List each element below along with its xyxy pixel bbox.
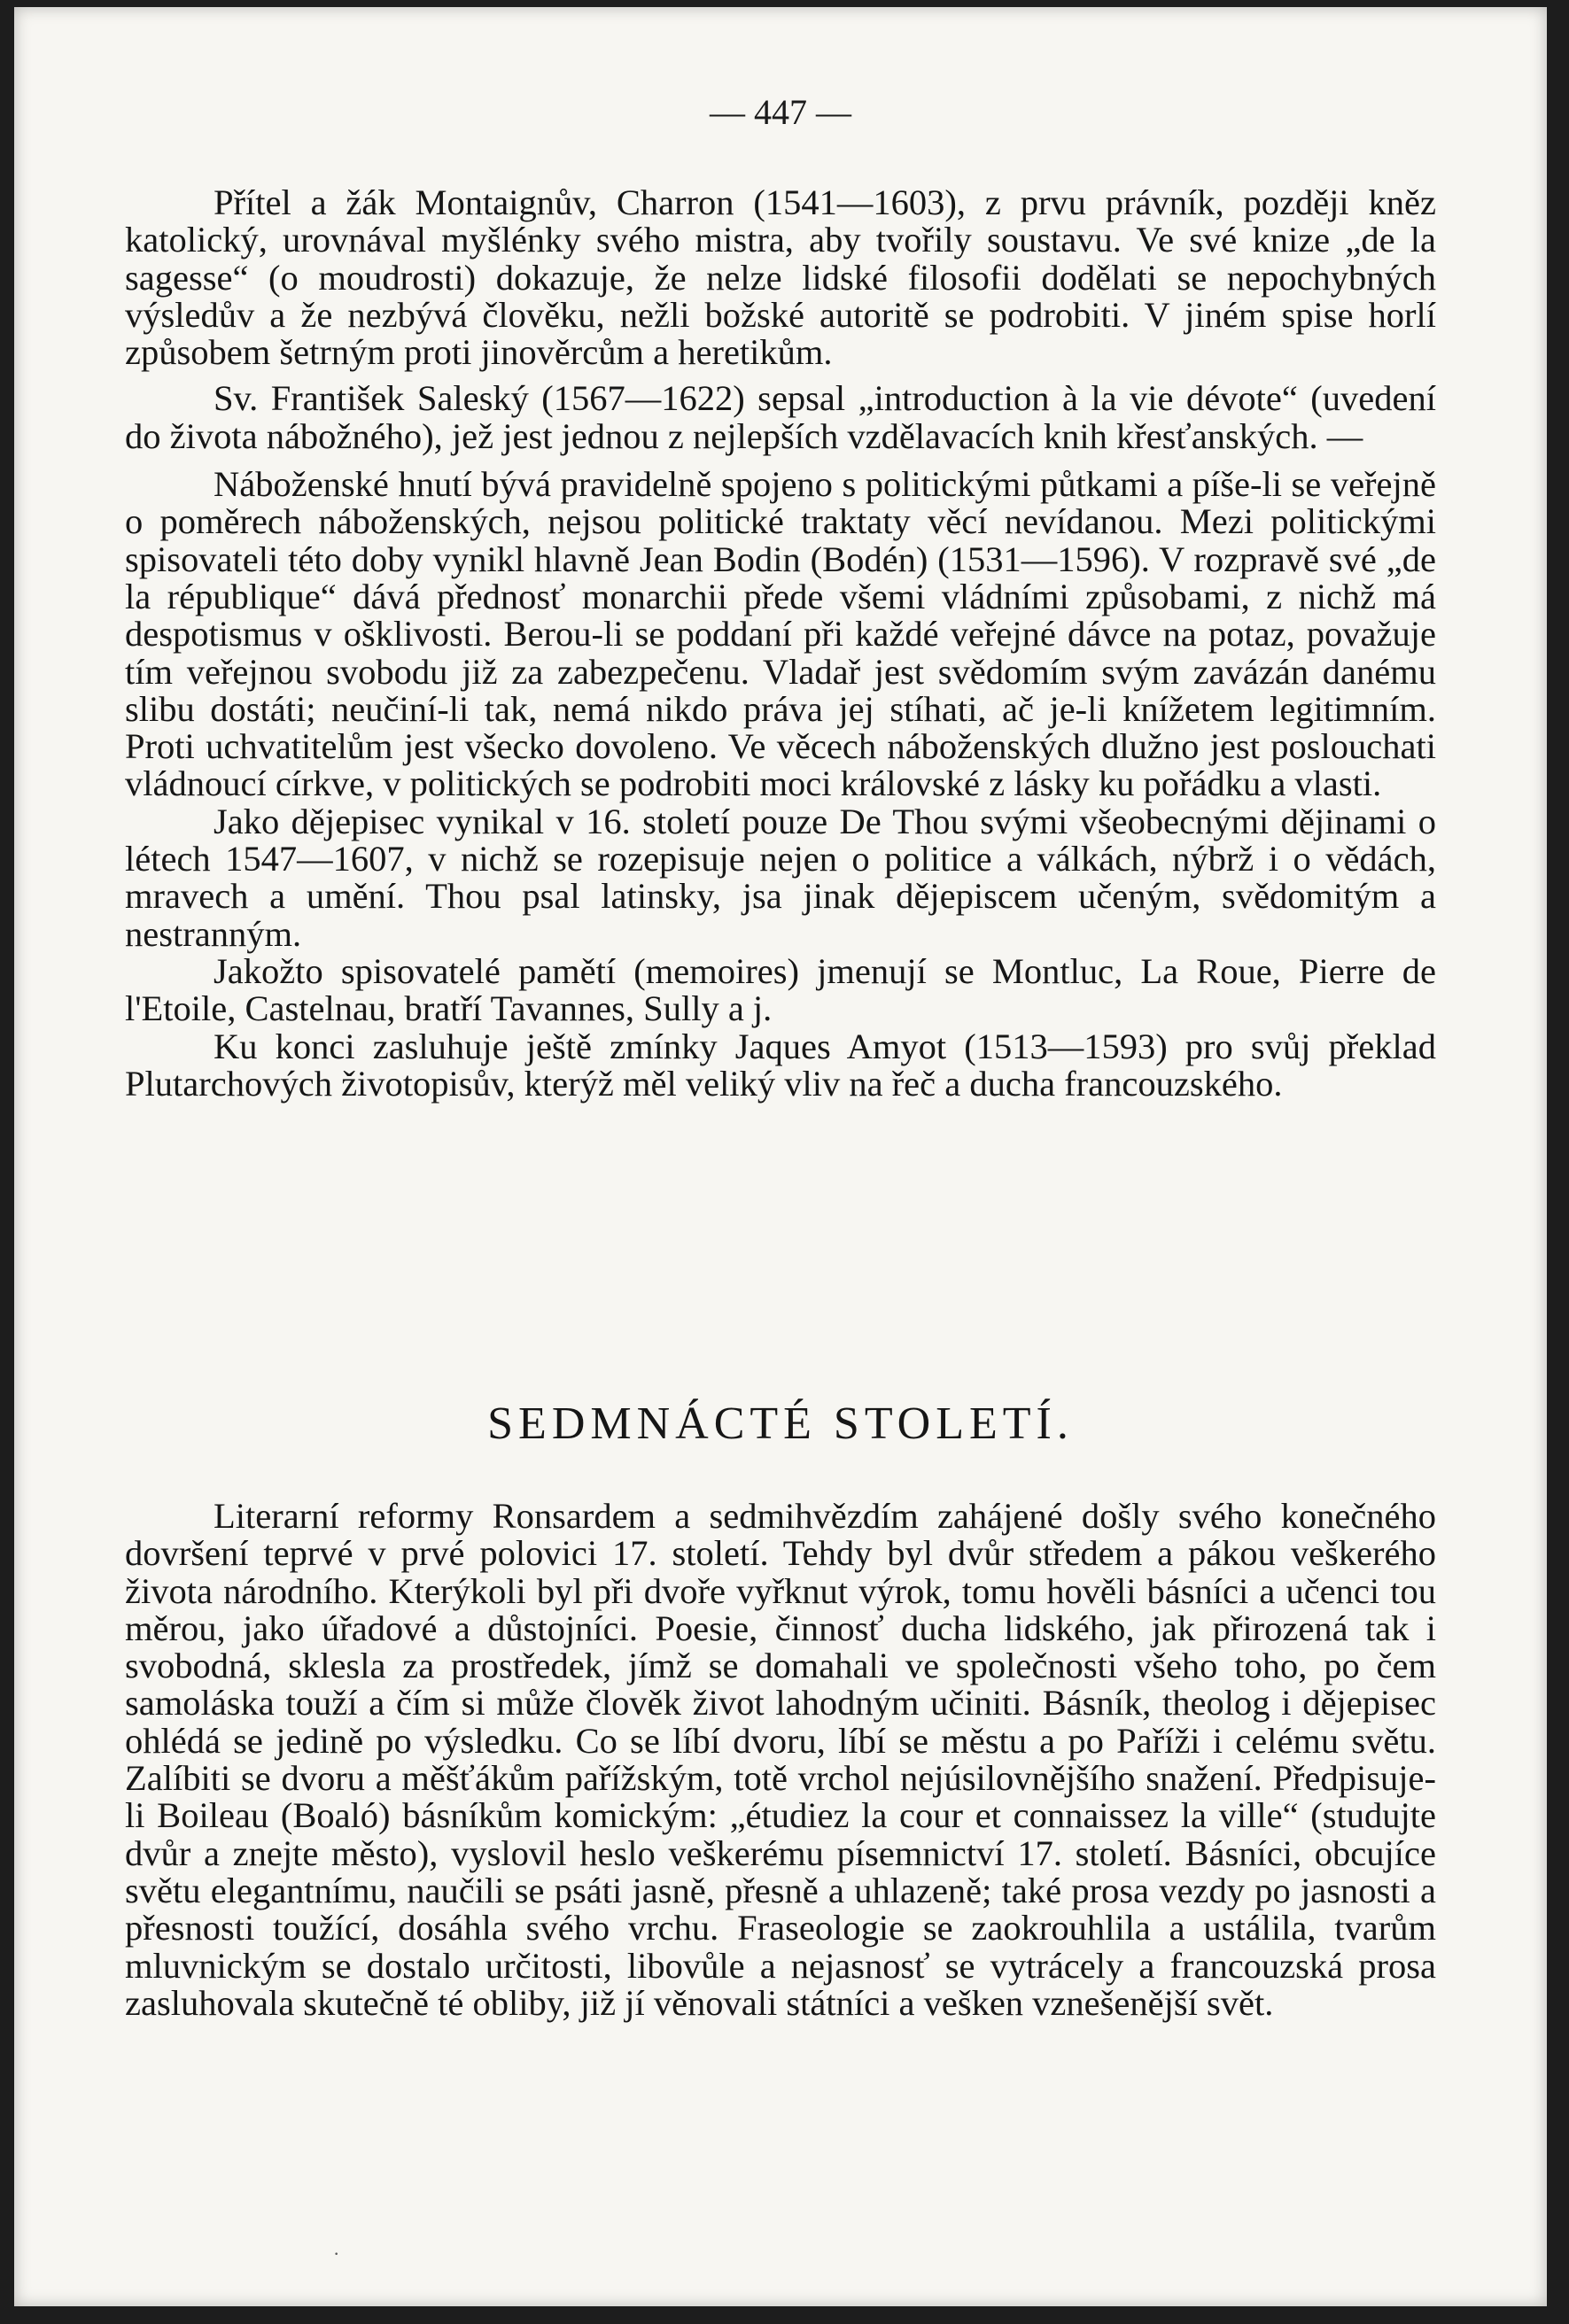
page-number: — 447 — [710, 92, 851, 132]
section-16th-century-text [125, 184, 1436, 1103]
stray-ink-mark: · [333, 2243, 340, 2265]
paragraph-sales: Sv. František Saleský (1567—1622) sepsal „introduction à la vie dévote“ (uvedení do života nábožného), jež jest jednou z nejlepších vzdělavacích knih křesťanských. — [125, 378, 1436, 456]
paragraph-amyot: Ku konci zasluhuje ještě zmínky Jaques Amyot (1513—1593) pro svůj překlad Plutarchových životopisův, kterýž měl veliký vliv na řeč a ducha francouzského. [125, 1026, 1436, 1104]
book-page [14, 7, 1547, 2306]
paragraph-political-writers: Náboženské hnutí bývá pravidelně spojeno s politickými půtkami a píše-li se veřejně o poměrech náboženských, nejsou politické traktaty věcí nevídanou. Mezi politickými spisovateli této doby vynikl hlavně Jean Bodin (Bodén) (1531—1596). V rozpravě své „de la république“ dává přednosť monarchii přede všemi vládními způsobami, z nichž má despotismus v ošklivosti. Berou-li se poddaní při každé veřejné dávce na potaz, považuje tím veřejnou svobodu již za zabezpečenu. Vladař jest svědomím svým zavázán danému slibu dostáti; neučiní-li tak, nemá nikdo práva jej stíhati, ač je-li knížetem legitimním. Proti uchvatitelům jest všecko dovoleno. Ve věcech náboženských dlužno jest poslouchati vládnoucí církve, v politických se podrobiti moci královské z lásky ku pořádku a vlasti. [125, 464, 1436, 804]
paragraph-literary-reform: Literarní reformy Ronsardem a sedmihvězdím zahájené došly svého konečného dovršení teprvé v prvé polovici 17. století. Tehdy byl dvůr středem a pákou veškerého života národního. Kterýkoli byl při dvoře vyřknut výrok, tomu hověli básníci a učenci tou měrou, jako úřadové a důstojníci. Poesie, činnosť ducha lidského, jak přirozená tak i svobodná, sklesla za prostředek, jímž se domahali ve společnosti všeho toho, po čem samoláska touží a čím si může člověk život lahodným učiniti. Básník, theolog i dějepisec ohlédá se jedině po výsledku. Co se líbí dvoru, líbí se městu a po Paříži i celému světu. Zalíbiti se dvoru a měšťákům pařížským, totě vrchol nejúsilovnějšího snažení. Předpisuje-li Boileau (Boaló) básníkům komickým: „étudiez la cour et connaissez la ville“ (studujte dvůr a znejte město), vyslovil heslo veškerému písemnictví 17. století. Básníci, obcujíce světu elegantnímu, naučili se psáti jasně, přesně a uhlazeně; také prosa vezdy po jasnosti a přesnosti toužící, dosáhla svého vrchu. Fraseologie se zaokrouhlila a ustálila, tvarům mluvnickým se dostalo určitosti, libovůle a nejasnosť se vytrácely a francouzská prosa zasluhovala skutečně té obliby, již jí věnovali státníci a vešken vznešenější svět. [125, 1496, 1436, 2023]
paragraph-memoirs: Jakožto spisovatelé pamětí (memoires) jmenují se Montluc, La Roue, Pierre de l'Etoile, Castelnau, bratří Tavannes, Sully a j. [125, 950, 1436, 1029]
section-17th-century-text [125, 1498, 1436, 2022]
paragraph-de-thou: Jako dějepisec vynikal v 16. století pouze De Thou svými všeobecnými dějinami o létech 1547—1607, v nichž se rozepisuje nejen o politice a válkách, nýbrž i o vědách, mravech a umění. Thou psal latinsky, jsa jinak dějepiscem učeným, svědomitým a nestranným. [125, 801, 1436, 954]
paragraph-charron: Přítel a žák Montaignův, Charron (1541—1603), z prvu právník, později kněz katolický, urovnával myšlénky svého mistra, aby tvořily soustavu. Ve své knize „de la sagesse“ (o moudrosti) dokazuje, že nelze lidské filosofii dodělati se nepochybných výsledův a že nezbývá člověku, nežli božské autoritě se podrobiti. V jiném spise horlí způsobem šetrným proti jinověrcům a heretikům. [125, 182, 1436, 373]
section-heading: SEDMNÁCTÉ STOLETÍ. [487, 1398, 1074, 1449]
